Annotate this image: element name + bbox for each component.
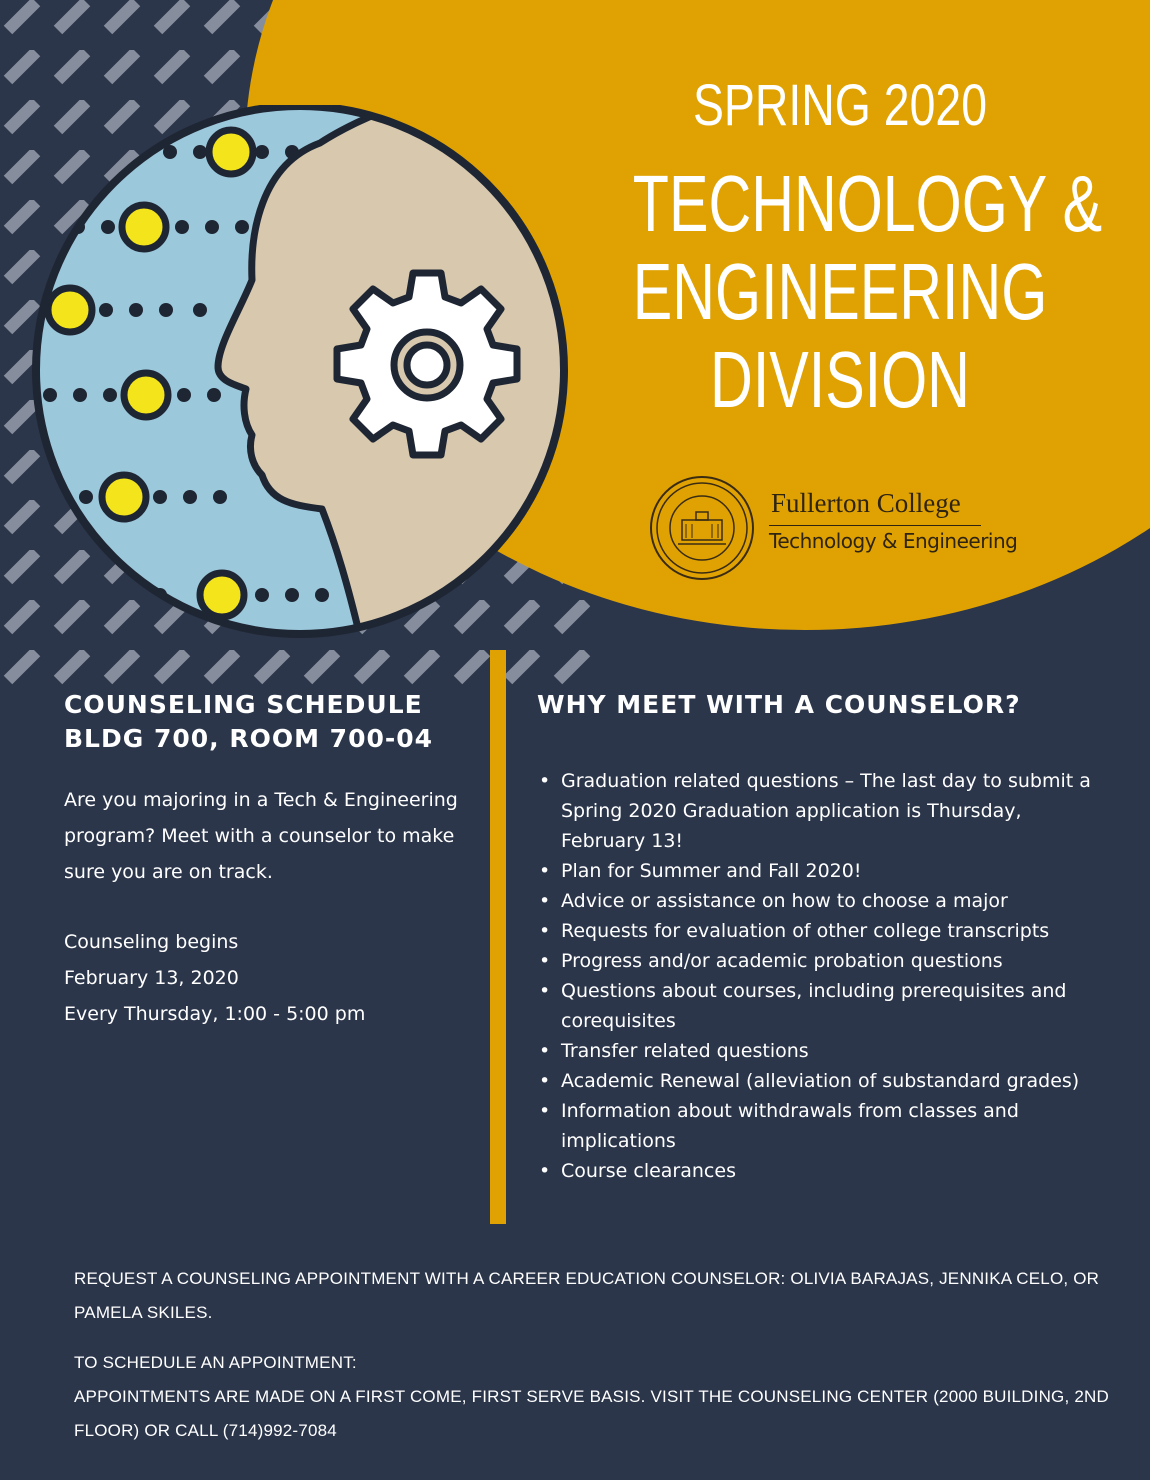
division-title: [632, 159, 1103, 424]
counseling-schedule-section: [64, 688, 484, 1032]
schedule-intro: Are you majoring in a Tech & Engineering program? Meet with a counselor to make sure you are on track.: [64, 789, 458, 883]
division-title-line-3: DIVISION: [710, 335, 970, 424]
counseling-begins-date: February 13, 2020: [64, 967, 239, 989]
why-heading: WHY MEET WITH A COUNSELOR?: [537, 690, 1021, 719]
column-divider: [490, 650, 506, 1224]
fullerton-college-logo: [648, 474, 1068, 584]
reasons-list: [537, 766, 1097, 1186]
logo-subtitle: Technology & Engineering: [769, 529, 1018, 553]
list-item: • Advice or assistance on how to choose a major: [537, 886, 1097, 916]
schedule-heading: [64, 688, 484, 756]
schedule-details: [64, 924, 484, 1032]
logo-divider: [769, 525, 981, 526]
request-appointment-text: REQUEST A COUNSELING APPOINTMENT WITH A CAREER EDUCATION COUNSELOR: OLIVIA BARAJAS, JENNIKA CELO, OR PAMELA SKILES.: [74, 1269, 1100, 1322]
division-title-line-1: TECHNOLOGY &: [632, 159, 1103, 248]
list-item: • Graduation related questions – The last day to submit a Spring 2020 Graduation application is Thursday, February 13!: [537, 766, 1097, 856]
list-item: • Transfer related questions: [537, 1036, 1097, 1066]
list-item: • Academic Renewal (alleviation of substandard grades): [537, 1066, 1097, 1096]
list-item: • Course clearances: [537, 1156, 1097, 1186]
list-item: • Questions about courses, including prerequisites and corequisites: [537, 976, 1097, 1036]
head-gear-illustration: [0, 105, 580, 645]
logo-college-name: Fullerton College: [771, 488, 961, 518]
why-meet-section: [537, 688, 1097, 1186]
list-item: • Progress and/or academic probation questions: [537, 946, 1097, 976]
schedule-appointment-heading: TO SCHEDULE AN APPOINTMENT:: [74, 1353, 357, 1372]
schedule-heading-line-2: BLDG 700, ROOM 700-04: [64, 724, 434, 753]
college-seal-icon: [648, 474, 756, 582]
schedule-appointment-details: APPOINTMENTS ARE MADE ON A FIRST COME, FIRST SERVE BASIS. VISIT THE COUNSELING CENTER (2000 BUILDING, 2ND FLOOR) OR CALL (714)992-7084: [74, 1387, 1109, 1440]
list-item: • Plan for Summer and Fall 2020!: [537, 856, 1097, 886]
season-title: SPRING 2020: [692, 73, 987, 138]
division-title-line-2: ENGINEERING: [632, 247, 1048, 336]
counseling-hours: Every Thursday, 1:00 - 5:00 pm: [64, 1003, 366, 1025]
counseling-begins-label: Counseling begins: [64, 931, 239, 953]
appointment-info: [74, 1262, 1114, 1448]
list-item: • Information about withdrawals from classes and implications: [537, 1096, 1097, 1156]
list-item: • Requests for evaluation of other college transcripts: [537, 916, 1097, 946]
schedule-heading-line-1: COUNSELING SCHEDULE: [64, 690, 423, 719]
